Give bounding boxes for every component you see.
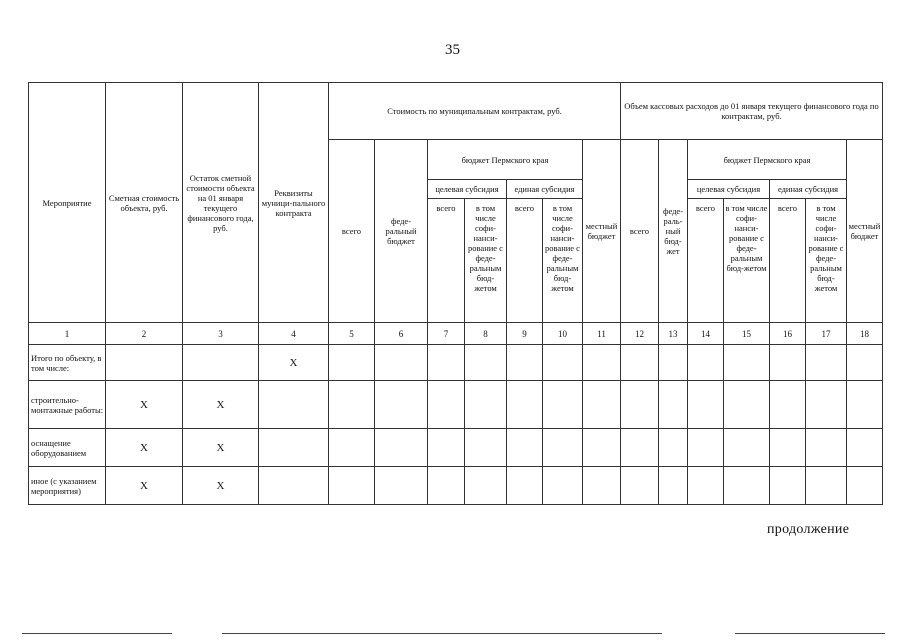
header-cash-single-cofinanced: в том числе софи-нанси-рование с феде-ральным бюд-жетом <box>806 199 847 323</box>
cell-remaining-cost <box>183 345 259 381</box>
continuation-label: продолжение <box>767 522 850 537</box>
column-number: 18 <box>847 323 883 345</box>
header-remaining-cost: Остаток сметной стоимости объекта на 01 января текущего финансового года, руб. <box>183 83 259 323</box>
column-number-row <box>29 323 883 345</box>
cell-estimated-cost <box>106 345 183 381</box>
column-number: 12 <box>621 323 659 345</box>
header-cash-target-total: всего <box>688 199 724 323</box>
row-label: иное (с указанием мероприятия) <box>29 467 106 505</box>
cell-contract-details <box>259 381 329 429</box>
cell-remaining-cost: Х <box>183 467 259 505</box>
column-number: 8 <box>465 323 507 345</box>
header-contract-perm-budget: бюджет Пермского края <box>428 140 583 180</box>
column-number: 7 <box>428 323 465 345</box>
footer-rule-left <box>22 633 172 634</box>
row-label: Итого по объекту, в том числе: <box>29 345 106 381</box>
header-contract-single-total: всего <box>507 199 543 323</box>
table-row <box>29 345 883 381</box>
cell-estimated-cost: Х <box>106 381 183 429</box>
table-row <box>29 381 883 429</box>
cell-contract-details <box>259 467 329 505</box>
header-contract-single-subsidy: единая субсидия <box>507 180 583 199</box>
column-number: 4 <box>259 323 329 345</box>
cell-estimated-cost: Х <box>106 467 183 505</box>
column-number: 3 <box>183 323 259 345</box>
header-contract-local: местный бюджет <box>583 140 621 323</box>
page-number: 35 <box>445 42 460 58</box>
header-cash-local: местный бюджет <box>847 140 883 323</box>
header-cash-single-subsidy: единая субсидия <box>770 180 847 199</box>
header-cash-expenses-group: Объем кассовых расходов до 01 января текущего финансового года по контрактам, руб. <box>621 83 883 140</box>
cell-remaining-cost: Х <box>183 381 259 429</box>
column-number: 11 <box>583 323 621 345</box>
cell-remaining-cost: Х <box>183 429 259 467</box>
column-number: 6 <box>375 323 428 345</box>
header-cash-total: всего <box>621 140 659 323</box>
header-cash-federal: феде-раль-ный бюд-жет <box>659 140 688 323</box>
header-contract-federal: феде-ральный бюджет <box>375 140 428 323</box>
column-number: 9 <box>507 323 543 345</box>
table-row <box>29 467 883 505</box>
column-number: 1 <box>29 323 106 345</box>
row-label: оснащение оборудованием <box>29 429 106 467</box>
header-contract-details: Реквизиты муници-пального контракта <box>259 83 329 323</box>
header-contract-cost-group: Стоимость по муниципальным контрактам, руб. <box>329 83 621 140</box>
header-contract-single-cofinanced: в том числе софи-нанси-рование с феде-ральным бюд-жетом <box>543 199 583 323</box>
column-number: 13 <box>659 323 688 345</box>
table-row <box>29 429 883 467</box>
header-cash-target-subsidy: целевая субсидия <box>688 180 770 199</box>
header-contract-target-subsidy: целевая субсидия <box>428 180 507 199</box>
column-number: 16 <box>770 323 806 345</box>
header-cash-single-total: всего <box>770 199 806 323</box>
footer-rule-right <box>735 633 885 634</box>
header-contract-target-cofinanced: в том числе софи-нанси-рование с феде-ральным бюд-жетом <box>465 199 507 323</box>
header-contract-total: всего <box>329 140 375 323</box>
budget-table <box>28 82 883 505</box>
column-number: 15 <box>724 323 770 345</box>
row-label: строительно-монтажные работы: <box>29 381 106 429</box>
column-number: 5 <box>329 323 375 345</box>
footer-rule-center <box>222 633 662 634</box>
column-number: 2 <box>106 323 183 345</box>
column-number: 17 <box>806 323 847 345</box>
header-cash-target-cofinanced: в том числе софи-нанси-рование с феде-ральным бюд-жетом <box>724 199 770 323</box>
column-number: 14 <box>688 323 724 345</box>
header-estimated-cost: Сметная стоимость объекта, руб. <box>106 83 183 323</box>
cell-estimated-cost: Х <box>106 429 183 467</box>
header-event: Мероприятие <box>29 83 106 323</box>
header-cash-perm-budget: бюджет Пермского края <box>688 140 847 180</box>
cell-contract-details: Х <box>259 345 329 381</box>
column-number: 10 <box>543 323 583 345</box>
header-contract-target-total: всего <box>428 199 465 323</box>
cell-contract-details <box>259 429 329 467</box>
